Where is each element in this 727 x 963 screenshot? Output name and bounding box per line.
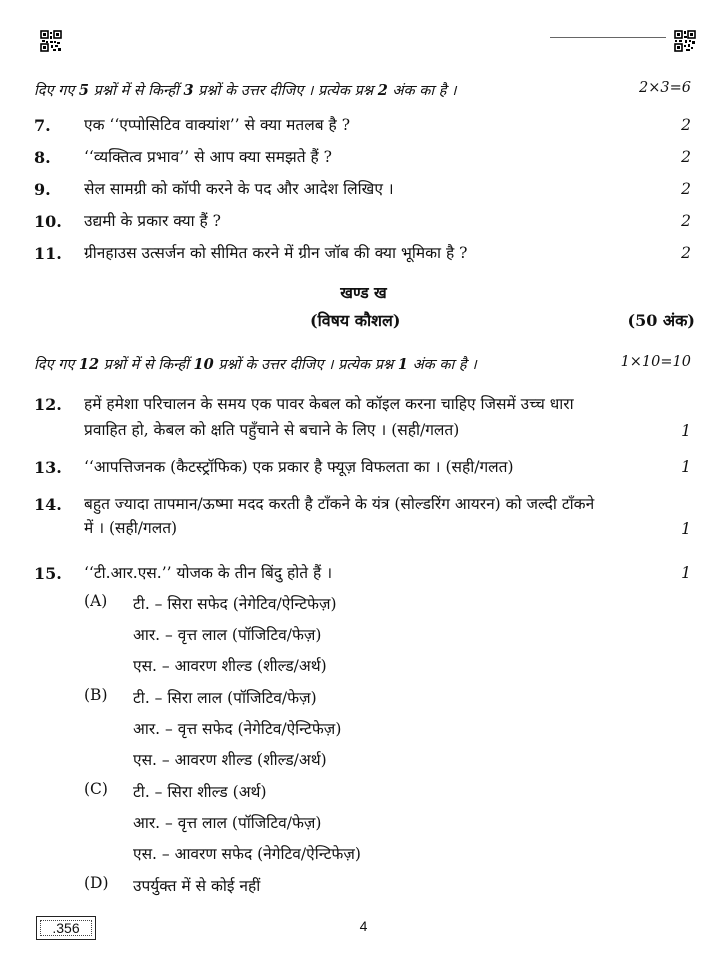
option-line: टी. – सिरा लाल (पॉजिटिव/फेज़) [133, 689, 317, 707]
section-marks: (50 अंक) [627, 311, 695, 330]
question-text: ‘‘टी.आर.एस.’’ योजक के तीन बिंदु होते हैं । [84, 564, 333, 582]
question-marks: 1 [681, 458, 691, 476]
question-marks: 1 [681, 520, 691, 538]
instruction-marks: 2×3=6 [639, 80, 691, 96]
question-marks: 2 [681, 116, 691, 134]
question-text-line: में । (सही/गलत) [84, 519, 178, 537]
question-number: 10. [34, 212, 62, 231]
option-line: एस. – आवरण शील्ड (शील्ड/अर्थ) [133, 751, 327, 769]
question-marks: 1 [681, 564, 691, 582]
question-text: एक ‘‘एप्पोसिटिव वाक्यांश’’ से क्या मतलब है ? [84, 116, 351, 134]
question-marks: 2 [681, 244, 691, 262]
instruction-section-a: दिए गए 5 प्रश्नों में से किन्हीं 3 प्रश्नों के उत्तर दीजिए । प्रत्येक प्रश्न 2 अंक का है । [34, 82, 457, 99]
section-title: खण्ड ख [340, 283, 387, 302]
option-line: एस. – आवरण शील्ड (शील्ड/अर्थ) [133, 657, 327, 675]
page-number: 4 [359, 918, 368, 934]
question-number: 12. [34, 395, 62, 414]
question-text-line: बहुत ज्यादा तापमान/ऊष्मा मदद करती है टाँकने के यंत्र (सोल्डरिंग आयरन) को जल्दी टाँकने [84, 495, 595, 513]
qr-code-icon [40, 30, 62, 52]
question-marks: 2 [681, 148, 691, 166]
instruction-marks: 1×10=10 [620, 354, 691, 370]
question-text-line: प्रवाहित हो, केबल को क्षति पहुँचाने से बचाने के लिए । (सही/गलत) [84, 421, 460, 439]
instruction-section-b: दिए गए 12 प्रश्नों में से किन्हीं 10 प्रश्नों के उत्तर दीजिए । प्रत्येक प्रश्न 1 अंक का है । [34, 356, 477, 373]
question-number: 13. [34, 458, 62, 477]
section-subtitle: (विषय कौशल) [310, 311, 401, 330]
option-letter: (C) [84, 780, 108, 798]
question-text: ‘‘व्यक्तित्व प्रभाव’’ से आप क्या समझते हैं ? [84, 148, 332, 166]
question-number: 11. [34, 244, 62, 263]
question-marks: 2 [681, 212, 691, 230]
option-line: आर. – वृत्त लाल (पॉजिटिव/फेज़) [133, 814, 322, 832]
option-line: उपर्युक्त में से कोई नहीं [133, 877, 261, 895]
question-text: ग्रीनहाउस उत्सर्जन को सीमित करने में ग्रीन जॉब की क्या भूमिका है ? [84, 244, 468, 262]
question-number: 14. [34, 495, 62, 514]
header-rule [550, 37, 666, 38]
question-number: 7. [34, 116, 51, 135]
option-line: टी. – सिरा सफेद (नेगेटिव/ऐन्टिफेज़) [133, 595, 337, 613]
question-number: 15. [34, 564, 62, 583]
paper-code-box: .356 [36, 916, 96, 940]
option-letter: (D) [84, 874, 109, 892]
option-letter: (B) [84, 686, 108, 704]
question-marks: 1 [681, 422, 691, 440]
question-text: उद्यमी के प्रकार क्या हैं ? [84, 212, 221, 230]
option-line: आर. – वृत्त लाल (पॉजिटिव/फेज़) [133, 626, 322, 644]
option-letter: (A) [84, 592, 108, 610]
question-number: 8. [34, 148, 51, 167]
option-line: टी. – सिरा शील्ड (अर्थ) [133, 783, 267, 801]
question-text: ‘‘आपत्तिजनक (कैटस्ट्रॉफिक) एक प्रकार है फ्यूज़ विफलता का । (सही/गलत) [84, 458, 514, 476]
option-line: एस. – आवरण सफेद (नेगेटिव/ऐन्टिफेज़) [133, 845, 361, 863]
qr-code-icon [674, 30, 696, 52]
question-marks: 2 [681, 180, 691, 198]
question-text: सेल सामग्री को कॉपी करने के पद और आदेश लिखिए । [84, 180, 394, 198]
option-line: आर. – वृत्त सफेद (नेगेटिव/ऐन्टिफेज़) [133, 720, 342, 738]
question-text-line: हमें हमेशा परिचालन के समय एक पावर केबल को कॉइल करना चाहिए जिसमें उच्च धारा [84, 395, 574, 413]
question-number: 9. [34, 180, 51, 199]
